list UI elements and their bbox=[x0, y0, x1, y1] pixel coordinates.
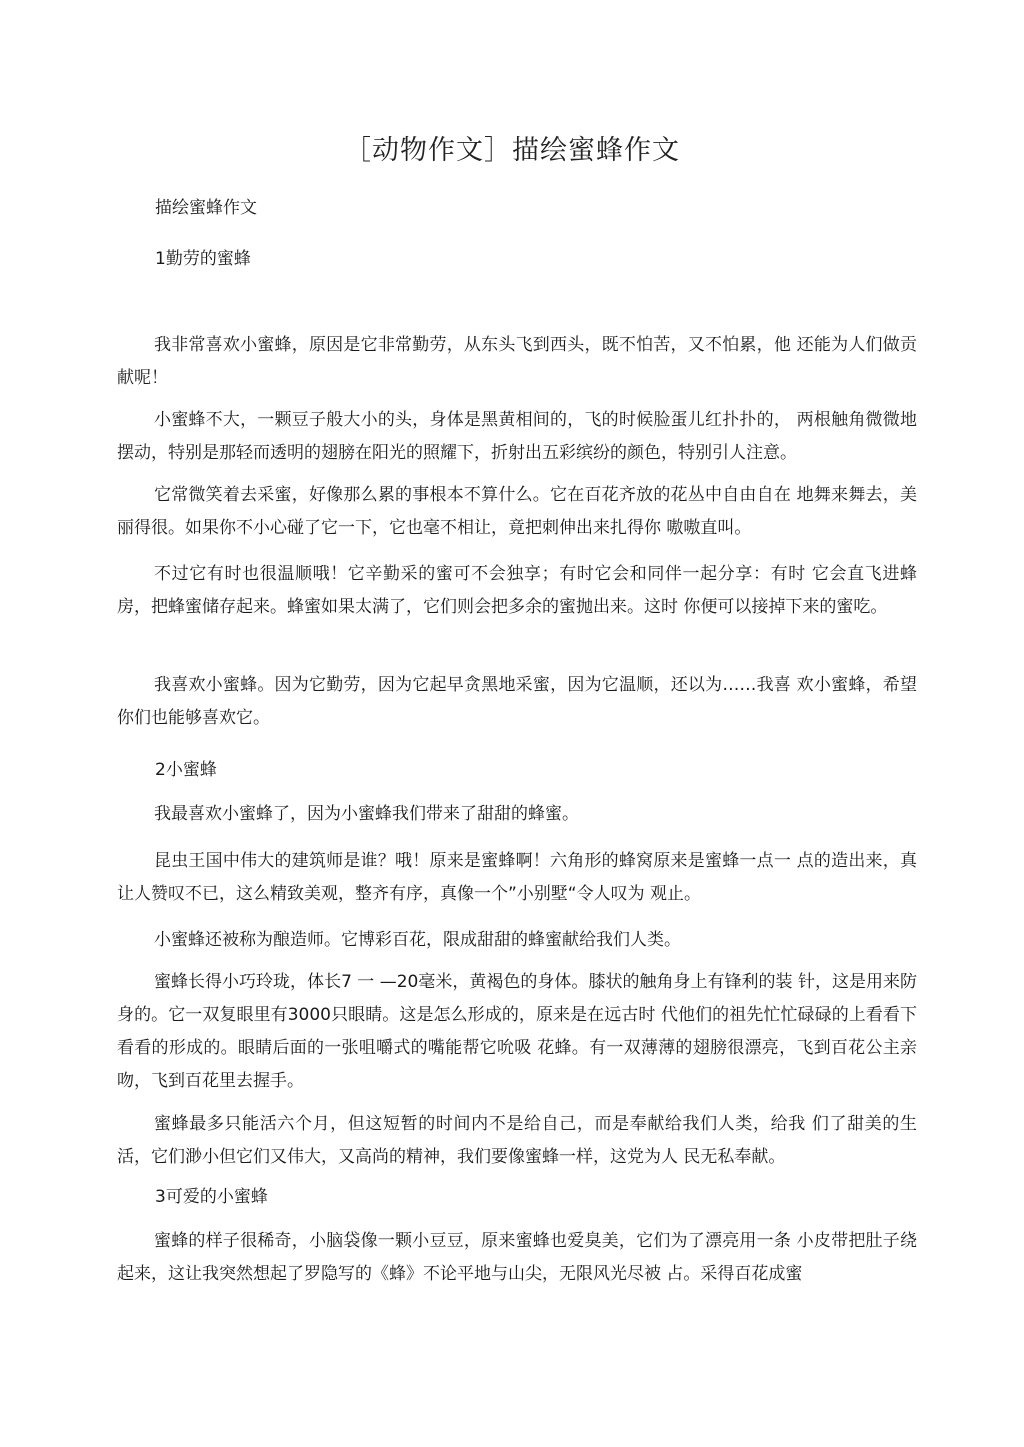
section-heading-1: 1勤劳的蜜蜂 bbox=[155, 249, 251, 269]
paragraph: 蜜蜂最多只能活六个月，但这短暂的时间内不是给自己，而是奉献给我们人类，给我 们了甜美的生活，它们渺小但它们又伟大，又高尚的精神，我们要像蜜蜂一样，这党为人 民无私奉献。 bbox=[117, 1114, 917, 1167]
paragraph: 蜜蜂的样子很稀奇，小脑袋像一颗小豆豆，原来蜜蜂也爱臭美，它们为了漂亮用一条 小皮带把肚子绕起来，这让我突然想起了罗隐写的《蜂》不论平地与山尖，无限风光尽被 占。采得百花成蜜 bbox=[117, 1231, 917, 1284]
paragraph: 小蜜蜂还被称为酿造师。它博彩百花，限成甜甜的蜂蜜献给我们人类。 bbox=[154, 930, 681, 950]
paragraph: 我非常喜欢小蜜蜂，原因是它非常勤劳，从东头飞到西头，既不怕苦，又不怕累，他 还能为人们做贡献呢！ bbox=[117, 335, 917, 388]
paragraph: 它常微笑着去采蜜，好像那么累的事根本不算什么。它在百花齐放的花丛中自由自在 地舞来舞去，美丽得很。如果你不小心碰了它一下，它也毫不相让，竟把刺伸出来扎得你 嗷嗷直叫。 bbox=[117, 485, 917, 538]
paragraph: 我喜欢小蜜蜂。因为它勤劳，因为它起早贪黑地采蜜，因为它温顺，还以为……我喜 欢小蜜蜂，希望你们也能够喜欢它。 bbox=[117, 675, 917, 728]
article-subtitle: 描绘蜜蜂作文 bbox=[155, 198, 257, 218]
section-heading-3: 3可爱的小蜜蜂 bbox=[155, 1187, 268, 1207]
section-heading-2: 2小蜜蜂 bbox=[155, 760, 217, 780]
paragraph: 昆虫王国中伟大的建筑师是谁？哦！原来是蜜蜂啊！六角形的蜂窝原来是蜜蜂一点一 点的造出来，真让人赞叹不已，这么精致美观，整齐有序，真像一个”小别墅“令人叹为 观止。 bbox=[117, 851, 917, 904]
paragraph: 小蜜蜂不大，一颗豆子般大小的头，身体是黑黄相间的，飞的时候脸蛋儿红扑扑的， 两根触角微微地摆动，特别是那轻而透明的翅膀在阳光的照耀下，折射出五彩缤纷的颜色，特别引人注意。 bbox=[117, 410, 917, 463]
document-title: ［动物作文］描绘蜜蜂作文 bbox=[344, 135, 680, 166]
paragraph: 我最喜欢小蜜蜂了，因为小蜜蜂我们带来了甜甜的蜂蜜。 bbox=[154, 804, 579, 824]
paragraph: 蜜蜂长得小巧玲珑，体长7 一 —20毫米，黄褐色的身体。膝状的触角身上有锋利的装 针，这是用来防身的。它一双复眼里有3000只眼睛。这是怎么形成的，原来是在远古时 代他们的祖先忙忙碌碌的上看看下看看的形成的。眼睛后面的一张咀嚼式的嘴能帮它吮吸 花蜂。有一双薄薄的翅膀很漂亮，飞到百花公主亲吻，飞到百花里去握手。 bbox=[117, 972, 917, 1091]
paragraph: 不过它有时也很温顺哦！它辛勤采的蜜可不会独享；有时它会和同伴一起分享：有时 它会直飞进蜂房，把蜂蜜储存起来。蜂蜜如果太满了，它们则会把多余的蜜抛出来。这时 你便可以接掉下来的蜜吃。 bbox=[117, 564, 917, 617]
